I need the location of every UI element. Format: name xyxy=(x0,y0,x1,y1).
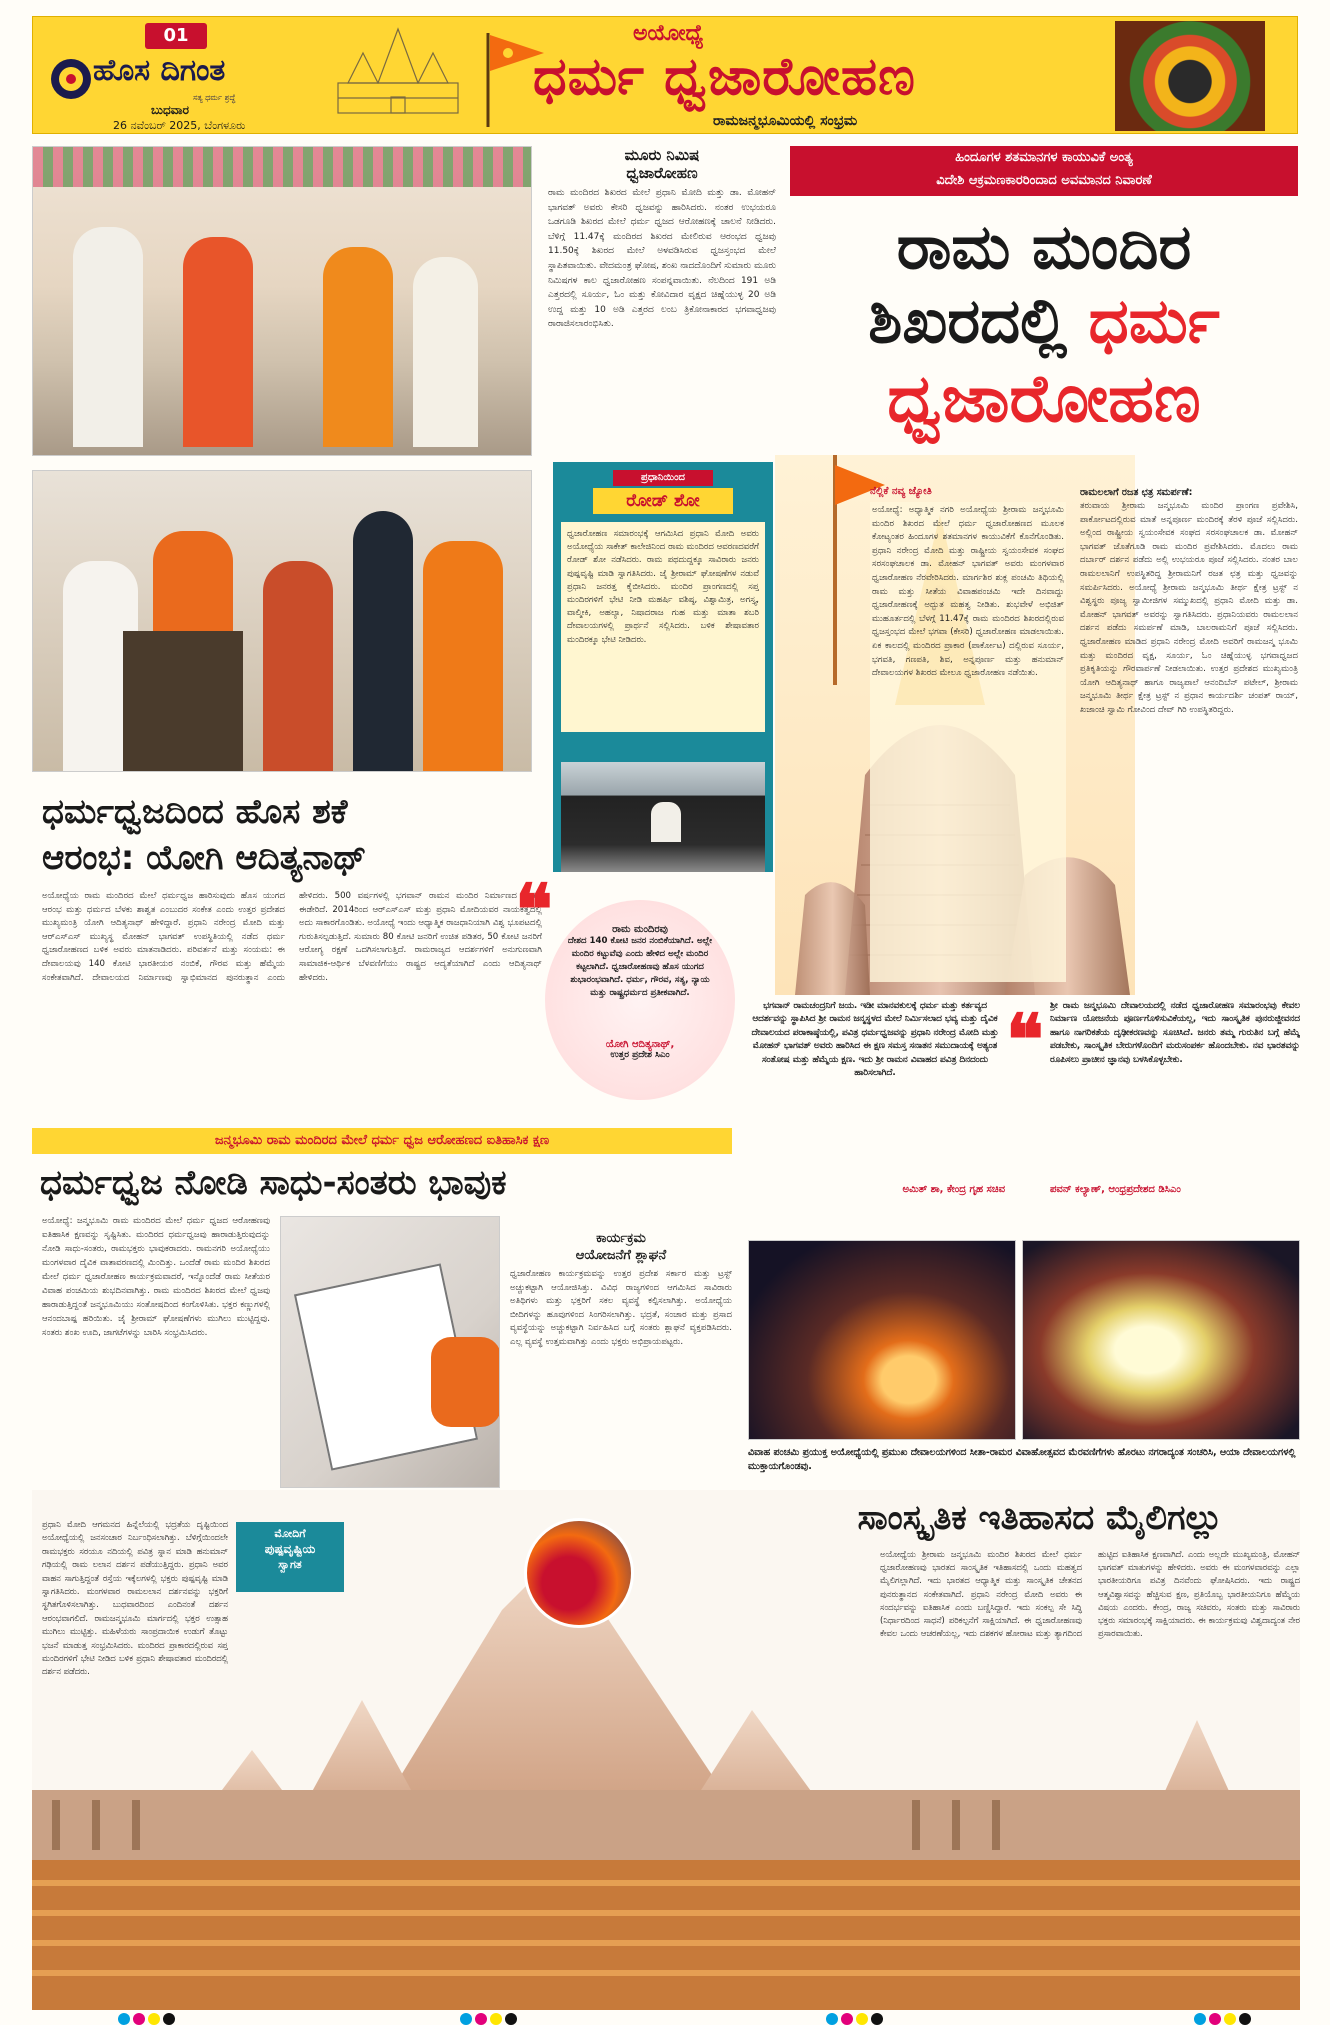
story-body: ರಾಮ ಮಂದಿರದ ಶಿಖರದ ಮೇಲೆ ಪ್ರಧಾನಿ ಮೋದಿ ಮತ್ತು ಡಾ. ಮೋಹನ್ ಭಾಗವತ್ ಅವರು ಕೇಸರಿ ಧ್ವಜವನ್ನು ಹಾರಿಸಿದರು. ನಂತರ ಉಭಯರೂ ಒಡಗೂಡಿ ಶಿಖರದ ಮೇಲೆ ಧರ್ಮ ಧ್ವಜದ ಆರೋಹಣಕ್ಕೆ ಚಾಲನೆ ನೀಡಿದರು. ಬೆಳಿಗ್ಗೆ 11.47ಕ್ಕೆ ಮಂದಿರದ ಶಿಖರದ ಮೇಲಿರುವ ಆರಂಭದ ಧ್ವಜವು 11.50ಕ್ಕೆ ಶಿಖರದ ಮೇಲೆ ಅಳವಡಿಸಿರುವ ಧ್ವಜಸ್ತಂಭದ ಮೇಲೆ ಸ್ಥಾಪಿತವಾಯಿತು. ವೇದಮಂತ್ರ ಘೋಷ, ಶಂಖ ನಾದದೊಂದಿಗೆ ಸುಮಾರು ಮೂರು ನಿಮಿಷಗಳ ಕಾಲ ಧ್ವಜಾರೋಹಣ ಸಂಪನ್ನವಾಯಿತು. ನೆಲದಿಂದ 191 ಅಡಿ ಎತ್ತರದಲ್ಲಿ ಸೂರ್ಯ, ಓಂ ಮತ್ತು ಕೋವಿದಾರ ವೃಕ್ಷದ ಚಿಹ್ನೆಯುಳ್ಳ 20 ಅಡಿ ಉದ್ದ ಮತ್ತು 10 ಅಡಿ ಎತ್ತರದ ಲಂಬ ತ್ರಿಕೋನಾಕಾರದ ಭಗವಾಧ್ವಜವು ರಾರಾಜಿಸಲಾರಂಭಿಸಿತು. xyxy=(548,188,776,330)
yogi-quote-head: ರಾಮ ಮಂದಿರವು xyxy=(612,924,668,935)
issue-date: 26 ನವೆಂಬರ್ 2025, ಬೆಂಗಳೂರು xyxy=(113,119,246,132)
event-title-2: ಆಯೋಜನೆಗೆ ಶ್ಲಾಘನೆ xyxy=(575,1248,667,1263)
lead-body-2: ತರುವಾಯ ಶ್ರೀರಾಮ ಜನ್ಮಭೂಮಿ ಮಂದಿರ ಪ್ರಾಂಗಣ ಪ್ರವೇಶಿಸಿ, ಪಾರ್ಕೋಟದಲ್ಲಿರುವ ಮಾತೆ ಅನ್ನಪೂರ್ಣ ಮಂದಿರಕ್ಕೆ ತೆರಳಿ ಪೂಜೆ ಸಲ್ಲಿಸಿದರು. ಅಲ್ಲಿಂದ ರಾಷ್ಟ್ರೀಯ ಸ್ವಯಂಸೇವಕ ಸಂಘದ ಸರಸಂಘಚಾಲಕ ಡಾ. ಮೋಹನ್ ಭಾಗವತ್ ಜೊತೆಗೂಡಿ ರಾಮ ಮಂದಿರ ಪ್ರವೇಶಿಸಿದರು. ಮೊದಲು ರಾಮ ದರ್ಬಾರ್ ದರ್ಶನ ಪಡೆದು ಅಲ್ಲಿ ಉಭಯರೂ ಪೂಜೆ ಸಲ್ಲಿಸಿದರು. ನಂತರ ಬಾಲ ರಾಮಲಲಾನಿಗೆ ಉಪಸ್ಥಿತರಿದ್ದ ಶ್ರೀರಾಮನಿಗೆ ರಜತ ಛತ್ರ ಮತ್ತು ಧ್ವಜವನ್ನು ಸಮರ್ಪಿಸಿದರು. ಅಯೋಧ್ಯೆ ಶ್ರೀರಾಮ ಜನ್ಮಭೂಮಿ ತೀರ್ಥ ಕ್ಷೇತ್ರ ಟ್ರಸ್ಟ್ ನ ವಿಶ್ವಸ್ಥರು ಪೂಜ್ಯ ಸ್ವಾಮೀಜಿಗಳ ಸಮ್ಮುಖದಲ್ಲಿ ಪ್ರಧಾನಿ ಮೋದಿ ಮತ್ತು ಡಾ. ಮೋಹನ್ ಭಾಗವತ್ ಅವರನ್ನು ಸ್ವಾಗತಿಸಿದರು. ಪ್ರಧಾನಿಯವರು ರಾಮಲಲಾನ ದರ್ಶನ ಪಡೆದು ಸಮರ್ಪಣೆ ಮಾಡಿ, ಬಾಲರಾಮನಿಗೆ ಪೂಜೆ ಸಲ್ಲಿಸಿದರು. ಧ್ವಜಾರೋಹಣ ಮಾಡಿದ ಪ್ರಧಾನಿ ನರೇಂದ್ರ ಮೋದಿ ಅವರಿಗೆ ರಾಮಜನ್ಮ ಭೂಮಿ ಮತ್ತು ಮಂದಿರದ ವೃಕ್ಷ, ಸೂರ್ಯ, ಓಂ ಚಿಹ್ನೆಯುಳ್ಳ ಭಗವಾಧ್ವಜದ ಪ್ರತಿಕೃತಿಯನ್ನು ಗೌರವಾರ್ಪಣೆ ನೀಡಲಾಯಿತು. ಉತ್ತರ ಪ್ರದೇಶದ ಮುಖ್ಯಮಂತ್ರಿ ಯೋಗಿ ಆದಿತ್ಯನಾಥ್ ಹಾಗೂ ರಾಜ್ಯಪಾಲೆ ಆನಂದಿಬೆನ್ ಪಟೇಲ್, ಶ್ರೀರಾಮ ಜನ್ಮಭೂಮಿ ತೀರ್ಥ ಕ್ಷೇತ್ರ ಟ್ರಸ್ಟ್ ನ ಪ್ರಧಾನ ಕಾರ್ಯದರ್ಶಿ ಚಂಪತ್ ರಾಯ್, ಖಜಾಂಚಿ ಸ್ವಾಮಿ ಗೋವಿಂದ ದೇವ್ ಗಿರಿ ಉಪಸ್ಥಿತರಿದ್ದರು. xyxy=(1080,501,1298,715)
reg-mark xyxy=(460,2013,472,2025)
quote-mark-icon-2: ❝ xyxy=(1006,998,1044,1081)
reg-mark xyxy=(505,2013,517,2025)
roadshow-tag: ಪ್ರಧಾನಿಯಿಂದ xyxy=(613,470,713,486)
registration-marks xyxy=(0,2010,1330,2024)
masthead-title: ಧರ್ಮ ಧ್ವಜಾರೋಹಣ xyxy=(533,47,916,107)
roadshow-body-panel xyxy=(561,522,765,732)
flower-tag-2: ಪುಷ್ಪವೃಷ್ಟಿಯ xyxy=(264,1542,316,1556)
yogi-headline-2: ಆರಂಭ: ಯೋಗಿ ಆದಿತ್ಯನಾಥ್ xyxy=(42,838,367,878)
reg-mark xyxy=(133,2013,145,2025)
lead-headline-2b: ಧರ್ಮ xyxy=(1088,284,1220,357)
roadshow-car-photo xyxy=(561,762,765,872)
saints-headline: ಧರ್ಮಧ್ವಜ ನೋಡಿ ಸಾಧು-ಸಂತರು ಭಾವುಕ xyxy=(40,1163,507,1203)
amit-quote-text: ಭಗವಾನ್ ರಾಮಚಂದ್ರನಿಗೆ ಜಯ. ಇಡೀ ಮಾನವಕುಲಕ್ಕೆ ಧರ್ಮ ಮತ್ತು ಕರ್ತವ್ಯದ ಆದರ್ಶವನ್ನು ಸ್ಥಾಪಿಸಿದ ಶ್ರೀ ರಾಮನ ಜನ್ಮಸ್ಥಳದ ಮೇಲೆ ನಿರ್ಮಿಸಲಾದ ಭವ್ಯ ಮತ್ತು ದೈವಿಕ ದೇವಾಲಯದ ಪರಾಕಾಷ್ಠೆಯಲ್ಲಿ, ಪವಿತ್ರ ಧರ್ಮಧ್ವಜವನ್ನು ಪ್ರಧಾನಿ ನರೇಂದ್ರ ಮೋದಿ ಮತ್ತು ಮೋಹನ್ ಭಾಗವತ್ ಅವರು ಹಾರಿಸಿದ ಈ ಕ್ಷಣ ಸಮಸ್ತ ಸನಾತನ ಸಮುದಾಯಕ್ಕೆ ಅತ್ಯಂತ ಸಂತೋಷ ಮತ್ತು ಹೆಮ್ಮೆಯ ಕ್ಷಣ. ಇದು ಶ್ರೀ ರಾಮನ ವಿವಾಹದ ಪವಿತ್ರ ದಿನದಂದು ಹಾರಿಸಲಾಗಿದೆ. xyxy=(751,1001,999,1079)
flag-pooja-photo xyxy=(280,1216,500,1488)
flower-tag-3: ಸ್ವಾಗತ xyxy=(278,1558,302,1571)
yogi-quote-signature: ಯೋಗಿ ಆದಿತ್ಯನಾಥ್, xyxy=(605,1039,675,1050)
ribbon-line-2: ವಿದೇಶಿ ಆಕ್ರಮಣಕಾರರಿಂದಾದ ಅವಮಾನದ ನಿವಾರಣೆ xyxy=(936,173,1152,188)
lead-subhead: ರಾಮಲಲಾಗೆ ರಜತ ಛತ್ರ ಸಮರ್ಪಣೆ: xyxy=(1080,487,1193,498)
ram-lalla-photo xyxy=(1115,21,1265,131)
logo-tagline: ಸತ್ಯ ಧರ್ಮ ಶ್ರದ್ಧೆ xyxy=(193,93,236,102)
logo-emblem-icon xyxy=(49,57,93,101)
lead-headline-3: ಧ್ವಜಾರೋಹಣ xyxy=(887,360,1201,437)
lead-body: ಅಯೋಧ್ಯೆ: ಅಧ್ಯಾತ್ಮಿಕ ನಗರಿ ಅಯೋಧ್ಯೆಯ ಶ್ರೀರಾಮ ಜನ್ಮಭೂಮಿ ಮಂದಿರ ಶಿಖರದ ಮೇಲೆ ಧರ್ಮ ಧ್ವಜಾರೋಹಣದ ಮೂಲಕ ಕೋಟ್ಯಂತರ ಹಿಂದೂಗಳ ಶತಮಾನಗಳ ಕಾಯುವಿಕೆಗೆ ಕೊನೆಗೊಂಡಿತು. ಪ್ರಧಾನಿ ನರೇಂದ್ರ ಮೋದಿ ಮತ್ತು ರಾಷ್ಟ್ರೀಯ ಸ್ವಯಂಸೇವಕ ಸಂಘದ ಸರಸಂಘಚಾಲಕ ಡಾ. ಮೋಹನ್ ಭಾಗವತ್ ಅವರು ಮಂಗಳವಾರ ಧ್ವಜಾರೋಹಣ ನೆರವೇರಿಸಿದರು. ಮಾರ್ಗಶಿರ ಶುಕ್ಲ ಪಂಚಮಿ ತಿಥಿಯಲ್ಲಿ ರಾಮ ಮತ್ತು ಸೀತೆಯ ವಿವಾಹಪಂಚಮಿ ಇದೇ ದಿನವಾದ್ದು ಧ್ವಜಾರೋಹಣಕ್ಕೆ ಅದ್ಭುತ ಮಹತ್ವ ನೀಡಿತು. ಶುಭವೇಳೆ ಅಭಿಜಿತ್ ಮುಹೂರ್ತದಲ್ಲಿ ಬೆಳಗ್ಗೆ 11.47ಕ್ಕೆ ರಾಮ ಮಂದಿರದ ಶಿಖರದಲ್ಲಿರುವ ಧ್ವಜಸ್ತಂಭದ ಮೇಲೆ ಭಗವಾ (ಕೇಸರಿ) ಧ್ವಜಾರೋಹಣ ಮಾಡಲಾಯಿತು. ಏಕ ಕಾಲದಲ್ಲಿ ಮಂದಿರದ ಪ್ರಾಕಾರ (ಪಾರ್ಕೋಟ) ದಲ್ಲಿರುವ ಸೂರ್ಯ, ಭಗವತಿ, ಗಣಪತಿ, ಶಿವ, ಅನ್ನಪೂರ್ಣ ಮತ್ತು ಹನುಮಾನ್ ದೇವಾಲಯಗಳ ಶಿಖರದ ಮೇಲೂ ಧ್ವಜಾರೋಹಣ ನಡೆಯಿತು. xyxy=(870,502,1066,982)
reg-mark xyxy=(856,2013,868,2025)
reg-mark xyxy=(1239,2013,1251,2025)
pawan-quote xyxy=(1050,1000,1300,1215)
masthead-kicker: ಅಯೋಧ್ಯೆ xyxy=(633,21,704,46)
reg-mark xyxy=(475,2013,487,2025)
roadshow-box xyxy=(553,462,773,872)
lead-headline-2 xyxy=(790,284,1298,358)
ribbon-line-1: ಹಿಂದೂಗಳ ಶತಮಾನಗಳ ಕಾಯುವಿಕೆ ಅಂತ್ಯ xyxy=(955,150,1133,165)
reg-mark xyxy=(148,2013,160,2025)
event-organisation-story xyxy=(510,1230,732,1500)
reg-mark xyxy=(118,2013,130,2025)
saints-body: ಅಯೋಧ್ಯೆ: ಜನ್ಮಭೂಮಿ ರಾಮ ಮಂದಿರದ ಮೇಲೆ ಧರ್ಮ ಧ್ವಜದ ಆರೋಹಣವು ಐತಿಹಾಸಿಕ ಕ್ಷಣವನ್ನು ಸೃಷ್ಟಿಸಿತು. ಮಂದಿರದ ಧರ್ಮಧ್ವಜವು ಹಾರಾಡುತ್ತಿರುವುದನ್ನು ನೋಡಿ ಸಾಧು-ಸಂತರು, ರಾಮಭಕ್ತರು ಭಾವುಕರಾದರು. ರಾಮನಗರಿ ಅಯೋಧ್ಯೆಯು ಮಂಗಳವಾರ ದೈವಿಕ ವಾತಾವರಣದಲ್ಲಿ ಮಿಂದಿತ್ತು. ಒಂದೆಡೆ ರಾಮ ಮಂದಿರ ಶಿಖರದ ಮೇಲೆ ಧರ್ಮ ಧ್ವಜಾರೋಹಣ ಕಾರ್ಯಕ್ರಮವಾದರೆ, ಇನ್ನೊಂದೆಡೆ ರಾಮ ಸೀತೆಯರ ವಿವಾಹ ಪಂಚಮಿಯ ಶುಭದಿನವಾಗಿತ್ತು. ರಾಮ ಮಂದಿರದ ಶಿಖರದ ಮೇಲೆ ಧ್ವಜವು ಹಾರಾಡುತ್ತಿದ್ದಂತೆ ಜನ್ಮಭೂಮಿಯು ಸಂತೋಷದಿಂದ ಕಂಗೊಳಿಸಿತು. ಭಕ್ತರ ಕಣ್ಣುಗಳಲ್ಲಿ ಆನಂದಬಾಷ್ಪ ಹರಿಯಿತು. ಜೈ ಶ್ರೀರಾಮ್ ಘೋಷಣೆಗಳು ಮುಗಿಲು ಮುಟ್ಟಿದ್ದವು. ಸಂತರು ಶಂಖ ಊದಿ, ಜಾಗಟೆಗಳನ್ನು ಬಾರಿಸಿ ಸಂಭ್ರಮಿಸಿದರು. xyxy=(42,1216,270,1338)
pawan-quote-text: ಶ್ರೀ ರಾಮ ಜನ್ಮಭೂಮಿ ದೇವಾಲಯದಲ್ಲಿ ನಡೆದ ಧ್ವಜಾರೋಹಣ ಸಮಾರಂಭವು ಕೇವಲ ನಿರ್ಮಾಣ ಯೋಜನೆಯ ಪೂರ್ಣಗೊಳಿಸುವಿಕೆಯಲ್ಲ, ಇದು ಸಾಂಸ್ಕೃತಿಕ ಪುನರುಜ್ಜೀವನದ ಹಾಗೂ ನಾಗರಿಕತೆಯ ದೃಢೀಕರಣವನ್ನು ಸೂಚಿಸಿದೆ. ಜನರು ತಮ್ಮ ಗುರುತಿನ ಬಗ್ಗೆ ಹೆಮ್ಮೆ ಪಡಬೇಕು, ಸಾಂಸ್ಕೃತಿಕ ಬೇರುಗಳೊಂದಿಗೆ ಮರುಸಂಪರ್ಕ ಹೊಂದಬೇಕು. ನವ ಭಾರತವನ್ನು ರೂಪಿಸಲು ಪ್ರಾಚೀನ ಜ್ಞಾನವು ಬಳಸಿಕೊಳ್ಳಬೇಕು. xyxy=(1050,1001,1300,1065)
reg-mark xyxy=(1224,2013,1236,2025)
yogi-body: ಅಯೋಧ್ಯೆಯ ರಾಮ ಮಂದಿರದ ಮೇಲೆ ಧರ್ಮಧ್ವಜ ಹಾರಿಸುವುದು ಹೊಸ ಯುಗದ ಆರಂಭ ಮತ್ತು ಧರ್ಮದ ಬೆಳಕು ಶಾಶ್ವತ ಎಂಬುದರ ಸಂಕೇತ ಎಂದು ಉತ್ತರ ಪ್ರದೇಶದ ಮುಖ್ಯಮಂತ್ರಿ ಯೋಗಿ ಆದಿತ್ಯನಾಥ್ ಹೇಳಿದ್ದಾರೆ. ಪ್ರಧಾನಿ ನರೇಂದ್ರ ಮೋದಿ ಮತ್ತು ಆರ್‌ಎಸ್‌ಎಸ್ ಮುಖ್ಯಸ್ಥ ಮೋಹನ್ ಭಾಗವತ್ ಉಪಸ್ಥಿತಿಯಲ್ಲಿ ನಡೆದ ಧರ್ಮ ಧ್ವಜಾರೋಹಣದ ಬಳಿಕ ಅವರು ಮಾತನಾಡಿದರು. ಪರಿವರ್ತನೆ ಮತ್ತು ಸಂಯಮ: ಈ ದೇವಾಲಯವು 140 ಕೋಟಿ ಭಾರತೀಯರ ನಂಬಿಕೆ, ಗೌರವ ಮತ್ತು ಹೆಮ್ಮೆಯ ಸಂಕೇತವಾಗಿದೆ. ದೇವಾಲಯದ ನಿರ್ಮಾಣವು ಸ್ವಾಭಿಮಾನದ ಪುನರುತ್ಥಾನ ಎಂದು ಹೇಳಿದರು. 500 ವರ್ಷಗಳಲ್ಲಿ ಭಗವಾನ್ ರಾಮನ ಮಂದಿರ ನಿರ್ಮಾಣದ ಸಂಕಲ್ಪ ಈಡೇರಿದೆ. 2014ರಿಂದ ಆರ್‌ಎಸ್‌ಎಸ್ ಮತ್ತು ಪ್ರಧಾನಿ ಮೋದಿಯವರ ನಾಯಕತ್ವದಲ್ಲಿ ಅದು ಸಾಕಾರಗೊಂಡಿತು. ಅಯೋಧ್ಯೆ ಇಂದು ಆಧ್ಯಾತ್ಮಿಕ ರಾಜಧಾನಿಯಾಗಿ ವಿಶ್ವ ಭೂಪಟದಲ್ಲಿ ಗುರುತಿಸಲ್ಪಡುತ್ತಿದೆ. ಸುಮಾರು 80 ಕೋಟಿ ಜನರಿಗೆ ಉಚಿತ ಪಡಿತರ, 50 ಕೋಟಿ ಜನರಿಗೆ ಆರೋಗ್ಯ ರಕ್ಷಣೆ ಒದಗಿಸಲಾಗುತ್ತಿದೆ. ರಾಮರಾಜ್ಯದ ಆದರ್ಶಗಳಿಗೆ ಅನುಗುಣವಾಗಿ ಸಾಮಾಜಿಕ-ಆರ್ಥಿಕ ಬೆಳವಣಿಗೆಯು ರಾಷ್ಟ್ರದ ಆದ್ಯತೆಯಾಗಿದೆ ಎಂದು ಆದಿತ್ಯನಾಥ್ ಹೇಳಿದರು. xyxy=(42,891,542,983)
event-body: ಧ್ವಜಾರೋಹಣ ಕಾರ್ಯಕ್ರಮವನ್ನು ಉತ್ತರ ಪ್ರದೇಶ ಸರ್ಕಾರ ಮತ್ತು ಟ್ರಸ್ಟ್ ಅಚ್ಚುಕಟ್ಟಾಗಿ ಆಯೋಜಿಸಿತ್ತು. ವಿವಿಧ ರಾಜ್ಯಗಳಿಂದ ಆಗಮಿಸಿದ ಸಾವಿರಾರು ಅತಿಥಿಗಳು ಮತ್ತು ಭಕ್ತರಿಗೆ ಸಕಲ ವ್ಯವಸ್ಥೆ ಕಲ್ಪಿಸಲಾಗಿತ್ತು. ಅಯೋಧ್ಯೆಯ ಬೀದಿಗಳನ್ನು ಹೂವುಗಳಿಂದ ಸಿಂಗರಿಸಲಾಗಿತ್ತು. ಭದ್ರತೆ, ಸಂಚಾರ ಮತ್ತು ಪ್ರಸಾದ ವ್ಯವಸ್ಥೆಯನ್ನು ಅಚ್ಚುಕಟ್ಟಾಗಿ ನಿರ್ವಹಿಸಿದ ಬಗ್ಗೆ ಸಂತರು ಶ್ಲಾಘನೆ ವ್ಯಕ್ತಪಡಿಸಿದರು. ಎಲ್ಲ ವ್ಯವಸ್ಥೆ ಉತ್ತಮವಾಗಿತ್ತು ಎಂದು ಭಕ್ತರು ಅಭಿಪ್ರಾಯಪಟ್ಟರು. xyxy=(510,1269,732,1347)
night-procession-photo-1 xyxy=(748,1240,1016,1440)
yogi-headline-1: ಧರ್ಮಧ್ವಜದಿಂದ ಹೊಸ ಶಕೆ xyxy=(42,792,348,832)
yogi-quote-text: ದೇಶದ 140 ಕೋಟಿ ಜನರ ನಂಬಿಕೆಯಾಗಿದೆ. ಅಲ್ಲೇ ಮಂದಿರ ಕಟ್ಟುವೆವು ಎಂದು ಹೇಳಿದ ಅಲ್ಲೇ ಮಂದಿರ ಕಟ್ಟಲಾಗಿದೆ. ಧ್ವಜಾರೋಹಣವು ಹೊಸ ಯುಗದ ಶುಭಾರಂಭವಾಗಿದೆ. ಧರ್ಮ, ಗೌರವ, ಸತ್ಯ, ನ್ಯಾಯ ಮತ್ತು ರಾಷ್ಟ್ರಧರ್ಮದ ಪ್ರತೀಕವಾಗಿದೆ. xyxy=(567,936,713,998)
flower-tag-1: ಮೋದಿಗೆ xyxy=(274,1527,306,1540)
reg-mark xyxy=(871,2013,883,2025)
amit-shah-quote xyxy=(745,1000,1005,1215)
flag-hoisting-story xyxy=(548,146,776,456)
roadshow-title: ರೋಡ್ ಶೋ xyxy=(593,488,733,514)
lead-byline: ನೆಲ್ಲಿಕೆ ನವ್ಯ ಜ್ಯೋತಿ xyxy=(870,486,932,497)
event-title-1: ಕಾರ್ಯಕ್ರಮ xyxy=(596,1231,646,1246)
night-procession-photo-2 xyxy=(1022,1240,1300,1440)
cultural-body: ಅಯೋಧ್ಯೆಯ ಶ್ರೀರಾಮ ಜನ್ಮಭೂಮಿ ಮಂದಿರ ಶಿಖರದ ಮೇಲೆ ಧರ್ಮ ಧ್ವಜಾರೋಹಣವು ಭಾರತದ ಸಾಂಸ್ಕೃತಿಕ ಇತಿಹಾಸದಲ್ಲಿ ಒಂದು ಮಹತ್ವದ ಮೈಲಿಗಲ್ಲಾಗಿದೆ. ಇದು ಭಾರತದ ಆಧ್ಯಾತ್ಮಿಕ ಮತ್ತು ಸಾಂಸ್ಕೃತಿಕ ಚೇತನದ ಪುನರುತ್ಥಾನದ ಸಂಕೇತವಾಗಿದೆ. ಪ್ರಧಾನಿ ನರೇಂದ್ರ ಮೋದಿ ಅವರು ಈ ಸಂದರ್ಭವನ್ನು ಐತಿಹಾಸಿಕ ಎಂದು ಬಣ್ಣಿಸಿದ್ದಾರೆ. ಇದು ಸಂಕಲ್ಪ ಸೇ ಸಿದ್ಧಿ (ನಿರ್ಧಾರದಿಂದ ಸಾಧನೆ) ಪರಿಕಲ್ಪನೆಗೆ ಸಾಕ್ಷಿಯಾಗಿದೆ. ಈ ಧ್ವಜಾರೋಹಣವು ಕೇವಲ ಒಂದು ಆಚರಣೆಯಲ್ಲ, ಇದು ದಶಕಗಳ ಹೋರಾಟ ಮತ್ತು ತ್ಯಾಗದಿಂದ ಹುಟ್ಟಿದ ಐತಿಹಾಸಿಕ ಕ್ಷಣವಾಗಿದೆ. ಎಂದು ಅಲ್ಲದೇ ಮುಖ್ಯಮಂತ್ರಿ, ಮೋಹನ್ ಭಾಗವತ್ ಮಾತುಗಳನ್ನು ಹೇಳಿದರು. ಅವರು ಈ ಮಂಗಳವಾರವನ್ನು ಎಲ್ಲಾ ಭಾರತೀಯರಿಗೂ ಪವಿತ್ರ ದಿನವೆಂದು ಘೋಷಿಸಿದರು. ಇದು ರಾಷ್ಟ್ರದ ಆತ್ಮವಿಶ್ವಾಸವನ್ನು ಹೆಚ್ಚಿಸುವ ಕ್ಷಣ, ಪ್ರತಿಯೊಬ್ಬ ಭಾರತೀಯನಿಗೂ ಹೆಮ್ಮೆಯ ವಿಷಯ ಎಂದರು. ಕೇಂದ್ರ, ರಾಜ್ಯ ಸಚಿವರು, ಸಂತರು ಮತ್ತು ಸಾವಿರಾರು ಭಕ್ತರು ಸಮಾರಂಭಕ್ಕೆ ಸಾಕ್ಷಿಯಾದರು. ಈ ಕಾರ್ಯಕ್ರಮವು ವಿಶ್ವದಾದ್ಯಂತ ನೇರ ಪ್ರಸಾರವಾಯಿತು. xyxy=(880,1549,1300,1639)
issue-day: ಬುಧವಾರ xyxy=(151,103,189,117)
amit-quote-signature: ಅಮಿತ್ ಶಾ, ಕೇಂದ್ರ ಗೃಹ ಸಚಿವ xyxy=(902,1184,1005,1195)
pawan-quote-signature: ಪವನ್ ಕಲ್ಯಾಣ್, ಆಂಧ್ರಪ್ರದೇಶದ ಡಿಸಿಎಂ xyxy=(1050,1184,1181,1195)
lead-headline-2a: ಶಿಖರದಲ್ಲಿ xyxy=(868,284,1089,357)
cultural-headline: ಸಾಂಸ್ಕೃತಿಕ ಇತಿಹಾಸದ ಮೈಲಿಗಲ್ಲು xyxy=(857,1498,1223,1538)
saints-ribbon: ಜನ್ಮಭೂಮಿ ರಾಮ ಮಂದಿರದ ಮೇಲೆ ಧರ್ಮ ಧ್ವಜ ಆರೋಹಣದ ಐತಿಹಾಸಿಕ ಕ್ಷಣ xyxy=(32,1128,732,1154)
yogi-quote-box xyxy=(545,900,735,1100)
story-subheading: ಧ್ವಜಾರೋಹಣ xyxy=(626,164,698,182)
masthead-subtitle: ರಾಮಜನ್ಮಭೂಮಿಯಲ್ಲಿ ಸಂಭ್ರಮ xyxy=(713,113,858,129)
story-heading: ಮೂರು ನಿಮಿಷ xyxy=(624,146,700,164)
quote-mark-icon: ❝ xyxy=(515,868,553,951)
reg-mark xyxy=(163,2013,175,2025)
yogi-quote-designation: ಉತ್ತರ ಪ್ರದೇಶ ಸಿಎಂ xyxy=(610,1050,670,1060)
leaders-prayer-photo xyxy=(32,470,532,772)
flower-welcome-body: ಪ್ರಧಾನಿ ಮೋದಿ ಆಗಮನದ ಹಿನ್ನೆಲೆಯಲ್ಲಿ ಭದ್ರತೆಯ ದೃಷ್ಟಿಯಿಂದ ಅಯೋಧ್ಯೆಯಲ್ಲಿ ಜನಸಂಚಾರ ನಿರ್ಬಂಧಿಸಲಾಗಿತ್ತು. ಬೆಳಿಗ್ಗೆಯಿಂದಲೇ ರಾಮಭಕ್ತರು ಸರಯೂ ನದಿಯಲ್ಲಿ ಪವಿತ್ರ ಸ್ನಾನ ಮಾಡಿ ಹನುಮಾನ್ ಗಢಿಯಲ್ಲಿ ರಾಮ ಲಲಾನ ದರ್ಶನ ಪಡೆಯುತ್ತಿದ್ದರು. ಪ್ರಧಾನಿ ಅವರ ವಾಹನ ಸಾಗುತ್ತಿದ್ದಂತೆ ರಸ್ತೆಯ ಇಕ್ಕೆಲಗಳಲ್ಲಿ ಭಕ್ತರು ಪುಷ್ಪವೃಷ್ಟಿ ಮಾಡಿ ಸ್ವಾಗತಿಸಿದರು. ಮಂಗಳವಾರ ರಾಮಲಲಾನ ದರ್ಶನವನ್ನು ಭಕ್ತರಿಗೆ ಸ್ಥಗಿತಗೊಳಿಸಲಾಗಿತ್ತು. ಬುಧವಾರದಿಂದ ಎಂದಿನಂತೆ ದರ್ಶನ ಆರಂಭವಾಗಲಿದೆ. ರಾಮಜನ್ಮಭೂಮಿ ಮಾರ್ಗದಲ್ಲಿ ಭಕ್ತರ ಉತ್ಸಾಹ ಮುಗಿಲು ಮುಟ್ಟಿತ್ತು. ಮಹಿಳೆಯರು ಸಾಂಪ್ರದಾಯಿಕ ಉಡುಗೆ ತೊಟ್ಟು ಭಜನೆ ಮಾಡುತ್ತ ಸಂಭ್ರಮಿಸಿದರು. ಮಂದಿರದ ಪ್ರಾಕಾರದಲ್ಲಿರುವ ಸಪ್ತ ಮಂದಿರಗಳಿಗೆ ಭೇಟಿ ನೀಡಿದ ಬಳಿಕ ಪ್ರಧಾನಿ ಶೇಷಾವತಾರ ಮಂದಿರದಲ್ಲಿ ದರ್ಶನ ಪಡೆದರು. xyxy=(42,1519,228,1677)
flower-shower-photo xyxy=(524,1518,634,1628)
newspaper-logo[interactable]: ಹೊಸ ದಿಗಂತ xyxy=(93,53,226,88)
lead-continuation xyxy=(1080,486,1298,986)
reg-mark xyxy=(841,2013,853,2025)
reg-mark xyxy=(490,2013,502,2025)
reg-mark xyxy=(1194,2013,1206,2025)
flower-welcome-tag xyxy=(236,1522,344,1592)
masthead xyxy=(32,16,1298,134)
night-photo-caption: ವಿವಾಹ ಪಂಚಮಿ ಪ್ರಯುಕ್ತ ಅಯೋಧ್ಯೆಯಲ್ಲಿ ಪ್ರಮುಖ ದೇವಾಲಯಗಳಿಂದ ಸೀತಾ-ರಾಮರ ವಿವಾಹೋತ್ಸವದ ಮೆರವಣಿಗೆಗಳು ಹೊರಟು ನಗರಾದ್ಯಂತ ಸಂಚರಿಸಿ, ಆಯಾ ದೇವಾಲಯಗಳಲ್ಲಿ ಮುಕ್ತಾಯಗೊಂಡವು. xyxy=(748,1447,1296,1472)
pm-bhagwat-flag-photo xyxy=(32,146,532,456)
reg-mark xyxy=(1209,2013,1221,2025)
roadshow-body: ಧ್ವಜಾರೋಹಣ ಸಮಾರಂಭಕ್ಕೆ ಆಗಮಿಸಿದ ಪ್ರಧಾನಿ ಮೋದಿ ಅವರು ಅಯೋಧ್ಯೆಯ ಸಾಕೇತ್ ಕಾಲೇಜಿನಿಂದ ರಾಮ ಮಂದಿರದ ಆವರಣದವರೆಗೆ ರೋಡ್ ಶೋ ನಡೆಸಿದರು. ರಾಮ ಪಥದುದ್ದಕ್ಕೂ ಸಾವಿರಾರು ಜನರು ಪುಷ್ಪವೃಷ್ಟಿ ಮಾಡಿ ಸ್ವಾಗತಿಸಿದರು. ಜೈ ಶ್ರೀರಾಮ್ ಘೋಷಣೆಗಳ ನಡುವೆ ಪ್ರಧಾನಿ ಜನರತ್ತ ಕೈಬೀಸಿದರು. ಮಂದಿರ ಪ್ರಾಂಗಣದಲ್ಲಿ ಸಪ್ತ ಮಂದಿರಗಳಿಗೆ ಭೇಟಿ ನೀಡಿ ಮಹರ್ಷಿ ವಶಿಷ್ಠ, ವಿಶ್ವಾಮಿತ್ರ, ಅಗಸ್ತ್ಯ, ವಾಲ್ಮೀಕಿ, ಅಹಲ್ಯಾ, ನಿಷಾದರಾಜ ಗುಹ ಮತ್ತು ಮಾತಾ ಶಬರಿ ದೇವಾಲಯಗಳಲ್ಲಿ ಪ್ರಾರ್ಥನೆ ಸಲ್ಲಿಸಿದರು. ಬಳಿಕ ಶೇಷಾವತಾರ ಮಂದಿರಕ್ಕೂ ಭೇಟಿ ನೀಡಿದರು. xyxy=(567,529,759,645)
reg-mark xyxy=(826,2013,838,2025)
temple-sketch-icon xyxy=(323,23,473,129)
lead-headline-1: ರಾಮ ಮಂದಿರ xyxy=(896,210,1192,283)
lead-ribbon xyxy=(790,146,1298,196)
page-number: 01 xyxy=(145,23,207,49)
